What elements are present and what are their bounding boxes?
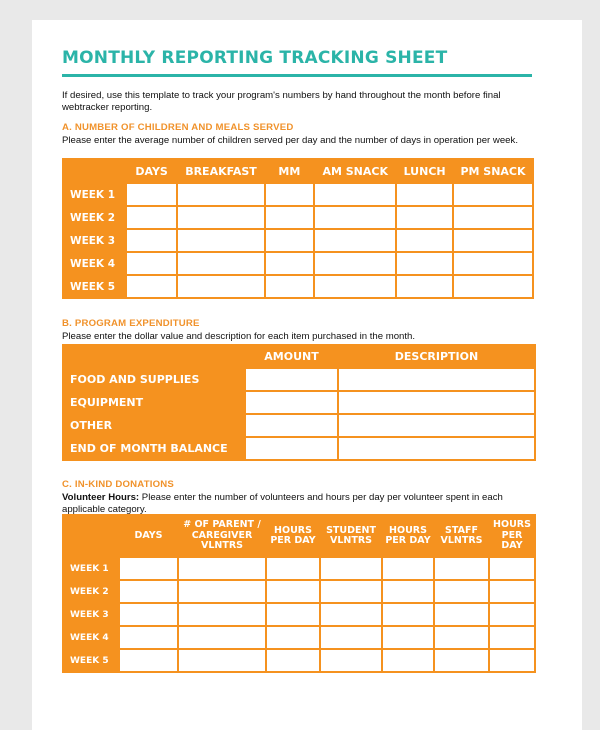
input-cell[interactable] [177, 252, 264, 275]
meals-served-table [62, 158, 534, 299]
col-header-days: DAYS [126, 159, 178, 183]
col-header-parent-caregiver-vlntrs: # OF PARENT / CAREGIVER VLNTRS [178, 515, 266, 557]
input-cell[interactable] [489, 580, 535, 603]
input-cell[interactable] [320, 557, 382, 580]
input-cell[interactable] [265, 275, 315, 298]
row-label-food-and-supplies: FOOD AND SUPPLIES [63, 368, 245, 391]
input-cell[interactable] [320, 626, 382, 649]
description-cell[interactable] [338, 368, 535, 391]
input-cell[interactable] [320, 649, 382, 672]
input-cell[interactable] [177, 229, 264, 252]
input-cell[interactable] [266, 603, 320, 626]
table-row [63, 626, 535, 649]
table-row [63, 557, 535, 580]
col-header-breakfast: BREAKFAST [177, 159, 264, 183]
row-label-week-5: WEEK 5 [63, 275, 126, 298]
input-cell[interactable] [119, 603, 178, 626]
amount-cell[interactable] [245, 437, 338, 460]
input-cell[interactable] [178, 557, 266, 580]
expenditure-table [62, 344, 536, 461]
section-c-instruction-text: Please enter the number of volunteers and hours per day per volunteer spent in each applicable category. [62, 492, 503, 515]
row-label-week-5: WEEK 5 [63, 649, 119, 672]
col-header-amount: AMOUNT [245, 345, 338, 368]
col-header-days: DAYS [119, 515, 178, 557]
row-label-week-2: WEEK 2 [63, 206, 126, 229]
input-cell[interactable] [178, 626, 266, 649]
input-cell[interactable] [119, 580, 178, 603]
input-cell[interactable] [453, 206, 533, 229]
col-header-pm-snack: PM SNACK [453, 159, 533, 183]
input-cell[interactable] [382, 626, 434, 649]
input-cell[interactable] [314, 206, 396, 229]
page-title: MONTHLY REPORTING TRACKING SHEET [62, 48, 448, 68]
description-cell[interactable] [338, 414, 535, 437]
input-cell[interactable] [119, 557, 178, 580]
input-cell[interactable] [126, 183, 178, 206]
input-cell[interactable] [489, 649, 535, 672]
input-cell[interactable] [489, 603, 535, 626]
table-row [63, 368, 535, 391]
table-row [63, 649, 535, 672]
section-c-heading: C. IN-KIND DONATIONS [62, 479, 175, 490]
input-cell[interactable] [177, 206, 264, 229]
input-cell[interactable] [265, 252, 315, 275]
input-cell[interactable] [126, 252, 178, 275]
table-row [63, 603, 535, 626]
section-a-instructions: Please enter the average number of children served per day and the number of days in operation per week. [62, 135, 518, 146]
input-cell[interactable] [434, 626, 489, 649]
corner-cell [63, 515, 119, 557]
row-label-week-1: WEEK 1 [63, 183, 126, 206]
row-label-other: OTHER [63, 414, 245, 437]
input-cell[interactable] [178, 603, 266, 626]
col-header-description: DESCRIPTION [338, 345, 535, 368]
in-kind-donations-table [62, 514, 536, 673]
input-cell[interactable] [177, 183, 264, 206]
col-header-hours-per-day: HOURS PER DAY [489, 515, 535, 557]
input-cell[interactable] [434, 557, 489, 580]
input-cell[interactable] [314, 275, 396, 298]
amount-cell[interactable] [245, 368, 338, 391]
input-cell[interactable] [396, 275, 453, 298]
section-c-instructions [62, 492, 532, 515]
input-cell[interactable] [126, 275, 178, 298]
input-cell[interactable] [265, 206, 315, 229]
input-cell[interactable] [396, 252, 453, 275]
col-header-am-snack: AM SNACK [314, 159, 396, 183]
row-label-end-of-month-balance: END OF MONTH BALANCE [63, 437, 245, 460]
section-b-instructions: Please enter the dollar value and description for each item purchased in the month. [62, 331, 416, 342]
input-cell[interactable] [126, 206, 178, 229]
table-row [63, 229, 533, 252]
row-label-equipment: EQUIPMENT [63, 391, 245, 414]
input-cell[interactable] [453, 275, 533, 298]
input-cell[interactable] [489, 557, 535, 580]
table-row [63, 414, 535, 437]
table-row [63, 580, 535, 603]
section-a-heading: A. NUMBER OF CHILDREN AND MEALS SERVED [62, 122, 294, 133]
row-label-week-4: WEEK 4 [63, 252, 126, 275]
col-header-staff-vlntrs: STAFF VLNTRS [434, 515, 489, 557]
input-cell[interactable] [119, 649, 178, 672]
input-cell[interactable] [178, 580, 266, 603]
input-cell[interactable] [320, 580, 382, 603]
input-cell[interactable] [489, 626, 535, 649]
input-cell[interactable] [396, 183, 453, 206]
table-row [63, 391, 535, 414]
input-cell[interactable] [314, 229, 396, 252]
input-cell[interactable] [266, 649, 320, 672]
input-cell[interactable] [265, 229, 315, 252]
corner-cell [63, 345, 245, 368]
table-row [63, 183, 533, 206]
row-label-week-1: WEEK 1 [63, 557, 119, 580]
input-cell[interactable] [265, 183, 315, 206]
input-cell[interactable] [126, 229, 178, 252]
input-cell[interactable] [177, 275, 264, 298]
input-cell[interactable] [178, 649, 266, 672]
description-cell[interactable] [338, 437, 535, 460]
amount-cell[interactable] [245, 414, 338, 437]
input-cell[interactable] [434, 649, 489, 672]
input-cell[interactable] [266, 580, 320, 603]
input-cell[interactable] [434, 603, 489, 626]
row-label-week-2: WEEK 2 [63, 580, 119, 603]
col-header-hours-per-day: HOURS PER DAY [382, 515, 434, 557]
input-cell[interactable] [396, 229, 453, 252]
row-label-week-3: WEEK 3 [63, 229, 126, 252]
intro-text: If desired, use this template to track your program's numbers by hand throughout the month before final webtracker reporting. [62, 90, 501, 113]
title-divider [62, 74, 532, 77]
input-cell[interactable] [434, 580, 489, 603]
input-cell[interactable] [382, 649, 434, 672]
col-header-lunch: LUNCH [396, 159, 453, 183]
row-label-week-4: WEEK 4 [63, 626, 119, 649]
input-cell[interactable] [396, 206, 453, 229]
table-row [63, 206, 533, 229]
table-row [63, 252, 533, 275]
description-cell[interactable] [338, 391, 535, 414]
row-label-week-3: WEEK 3 [63, 603, 119, 626]
input-cell[interactable] [453, 229, 533, 252]
col-header-hours-per-day: HOURS PER DAY [266, 515, 320, 557]
input-cell[interactable] [453, 183, 533, 206]
amount-cell[interactable] [245, 391, 338, 414]
corner-cell [63, 159, 126, 183]
table-row [63, 437, 535, 460]
input-cell[interactable] [382, 580, 434, 603]
input-cell[interactable] [266, 557, 320, 580]
section-b-heading: B. PROGRAM EXPENDITURE [62, 318, 200, 329]
input-cell[interactable] [314, 183, 396, 206]
input-cell[interactable] [382, 603, 434, 626]
input-cell[interactable] [314, 252, 396, 275]
input-cell[interactable] [119, 626, 178, 649]
input-cell[interactable] [453, 252, 533, 275]
input-cell[interactable] [320, 603, 382, 626]
col-header-student-vlntrs: STUDENT VLNTRS [320, 515, 382, 557]
col-header-mm: MM [265, 159, 315, 183]
input-cell[interactable] [266, 626, 320, 649]
volunteer-hours-label: Volunteer Hours: [62, 492, 140, 503]
table-row [63, 275, 533, 298]
input-cell[interactable] [382, 557, 434, 580]
